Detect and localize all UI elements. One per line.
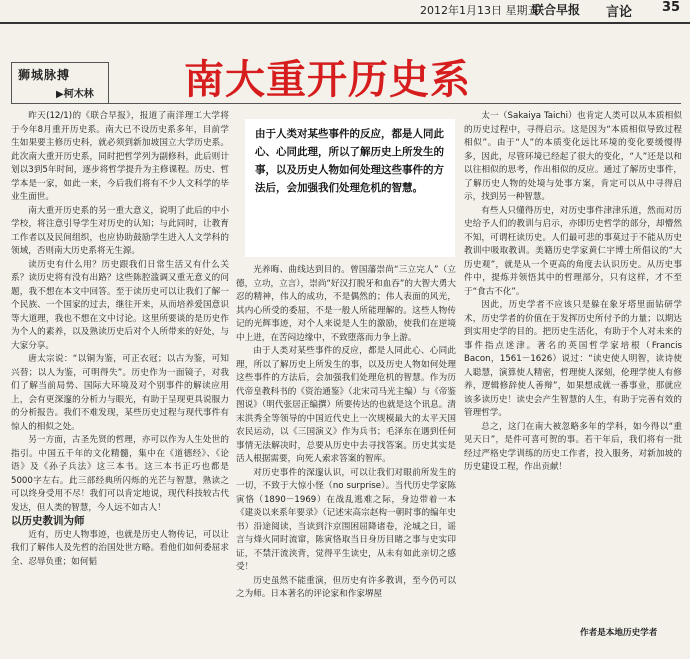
pull-quote-box [245, 119, 455, 257]
pull-quote: 由于人类对某些事件的反应，都是人同此心、心同此理，所以了解历史上所发生的事，以及历史人物如何处理这些事件的方法后，会加强我们处理危机的智慧。 [255, 128, 444, 194]
paragraph: 总之，这门在南大被忽略多年的学科，如今得以“重见天日”，是件可喜可贺的事。若干年后，我们将有一批经过严格史学训练的历史工作者，投入服务，对新加坡的历史建设工程，作出贡献！ [464, 421, 682, 472]
column-3 [464, 110, 682, 622]
paragraph: 有些人只懂得历史，对历史事件津津乐道，然而对历史给予人们的教训与启示，亦即历史哲学的部分，却懵然不知，可谓枉读历史。人们最可悲的事莫过于不能从历史教训中吸取教训。美籍历史学家黄仁宇博士所倡议的“大历史观”，就是从一个更高的角度去认识历史。从历史事件中，提炼并领悟其中的哲理部分，只有这样，才不至于“食古不化”。 [464, 205, 682, 297]
column-label [11, 62, 109, 104]
author-byline: 作者是本地历史学者 [580, 628, 658, 638]
column-author: ▶柯木林 [56, 89, 94, 100]
paragraph: 近有，历史人物事迹，也就是历史人物传记，可以让我们了解伟人及先哲的治国处世方略。看他们如何委屈求全、忍辱负重；如何韬 [11, 529, 229, 567]
paragraph: 另一方面，古圣先贤的哲理，亦可以作为人生处世的指引。中国五千年的文化精髓，集中在《道德经》、《论语》及《孙子兵法》这三本书。这三本书正巧也都是5000字左右。此三部经典所闪烁的光芒与智慧，熟读之可以终身受用不尽！我们可以肯定地说，现代科技较古代发达，但人类的智慧，今人远不如古人！ [11, 435, 229, 513]
paragraph: 对历史事件的深邃认识，可以让我们对眼前所发生的一切，不致于大惊小怪（no surprise）。当代历史学家陈寅恪（1890－1969）在战乱逃难之际，身边带着一本《建炎以来系年要录》（记述宋高宗赵构一朝时事的编年史书）沿途阅读，当读到汴京围困屈降诸卷，沦城之日，谣言与烽火同时流窜，陈寅恪取当日身历目睹之事与史实印证，不禁汗流浃背，觉得平生读史，从未有如此亲切之感受！ [236, 467, 456, 572]
paragraph: 因此，历史学者不应该只是躲在象牙塔里面钻研学术，历史学者的价值在于发挥历史所付予的力量；以期达到实用史学的目的。把历史生活化，有助于个人对未来的事件指点迷津。著名的英国哲学家培根（Francis Bacon，1561－1626）说过：“读史使人明智，读诗使人聪慧，演算使人精密，哲理使人深刻，伦理学使人有修养，逻辑修辞使人善辩”，如果想成就一番事业，那就应该多读历史！读史会产生智慧的人生，有助于完善有效的管理哲学。 [464, 300, 682, 418]
paragraph: 唐太宗说：“以铜为鉴，可正衣冠；以古为鉴，可知兴替；以人为鉴，可明得失”。历史作为一面镜子，对我们了解当前局势、国际大环境及对个别事件的解读应用上，会有更深邃的分析力与眼光，有助于呈现更具说服力的分析报告。我们不难发现，某些历史过程与现代事件有惊人的相似之处。 [11, 354, 229, 432]
subheading: 以历史教训为师 [11, 515, 85, 527]
paragraph: 太一（Sakaiya Taichi）也肯定人类可以从本质相似的历史过程中，寻得启示。这是因为“本质相似导致过程相似”。由于“人”的本质变化远比环境的变化要缓慢得多，因此，尽管环境已经起了很大的变化，“人”还是以和以往相似的思考，作出相似的反应。通过了解历史事件，了解历史人物的处境与处事方案，肯定可以从中寻得启示，找到另一种智慧。 [464, 111, 682, 202]
section-name: 言论 [606, 5, 633, 20]
paragraph: 昨天(12/1)的《联合早报》，报道了南洋理工大学将于今年8月重开历史系。南大已不设历史系多年，目前学生如果要主修历史科，就必须到新加坡国立大学历史系。此次南大重开历史系，同时把哲学列为副修科，此后则计划以3到5年时间，逐步将哲学提升为主修课程。历史、哲学本是一家，如此一来，今后我们将有不少人文科学的毕业生面世。 [11, 111, 229, 202]
headline-rule [11, 103, 681, 104]
headline: 南大重开历史系 [184, 57, 471, 103]
column-1 [11, 110, 229, 655]
column-name: 狮城脉搏 [18, 68, 71, 82]
newspaper-header [0, 0, 690, 24]
newspaper-name: 联合早报 [532, 3, 581, 17]
column-2 [236, 264, 456, 656]
issue-date: 2012年1月13日 星期五 [420, 4, 539, 17]
paragraph: 读历史有什么用？历史跟我们日常生活又有什么关系？读历史将有没有出路？这些陈腔滥调又重无意义的问题，我不想在本文中回答。至于读历史可以让我们了解一个民族、一个国家的过去，继往开来，从而培养爱国意识等大道理，我也不想在文中讨论。这里所要谈的是历史作为个人的素养，以及熟读历史后对个人所带来的好处，与大家分享。 [11, 259, 229, 351]
paragraph: 历史虽然不能重演，但历史有许多教训，至今仍可以之为师。日本著名的评论家和作家堺屋 [236, 575, 456, 599]
paragraph: 南大重开历史系的另一重大意义，说明了此后的中小学校，将注意引导学生对历史的认知；与此同时，让教育工作者以及民间组织，也应协助鼓励学生进入人文学科的领域，否则南大历史系将无生源。 [11, 205, 229, 256]
page-number: 35 [662, 0, 681, 15]
paragraph: 光养晦、曲线达到目的。曾国藩崇尚“三立完人”（立德，立功，立言），崇尚“好汉打脱牙和血吞”的大智大勇大忍的精神，伟人的成功，不是偶然的；伟人表面的风光，其内心所受的委屈，不是一般人所能理解的。这些人物传记的光辉事迹，对个人来说是人生的激励，使我们在逆境中上进，在苦闷边缘中，不致堕落而力争上游。 [236, 265, 456, 343]
paragraph: 由于人类对某些事件的反应，都是人同此心、心同此理，所以了解历史上所发生的事，以及历史人物如何处理这些事件的方法后，会加强我们处理危机的智慧。作为历代帝皇教科书的《资治通鉴》（北宋司马光主编）与《帝鉴图说》（明代张居正编撰）所要传达的也就是这个讯息。清末洪秀全等领导的中国近代史上一次规模最大的太平天国农民运动，以《三国演义》作为兵书；毛泽东在遇到任何事情无法解决时，总要从历史中去寻找答案。历史其实是活人根据需要，向死人索求答案的智库。 [236, 346, 456, 464]
